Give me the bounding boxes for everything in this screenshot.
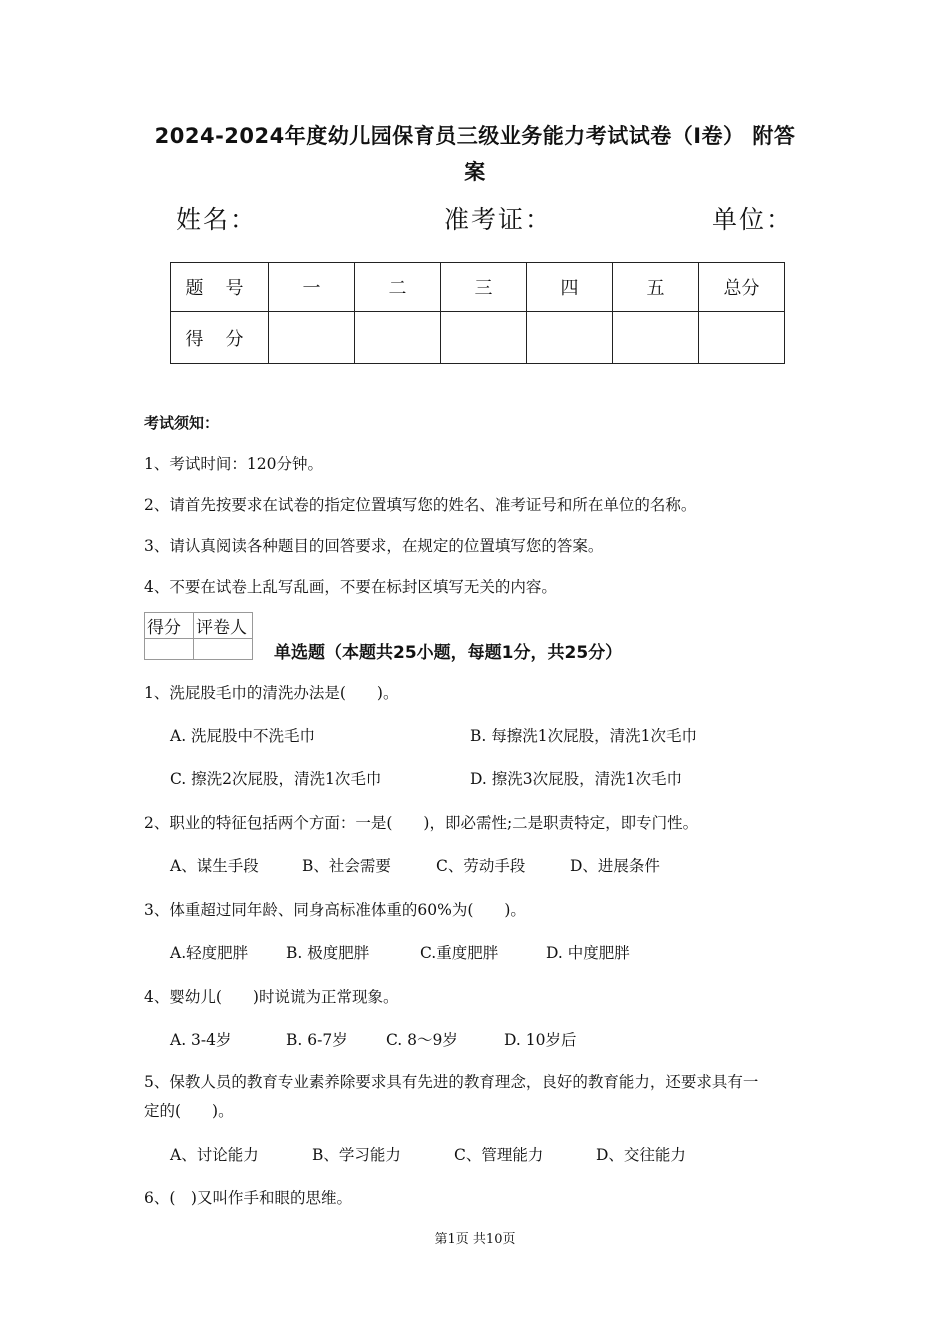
exam-title-line2: 案 <box>464 160 486 184</box>
question-option: A. 3-4岁 <box>170 1031 232 1049</box>
score-table-header-cell: 四 <box>527 263 613 312</box>
question-option: B. 6-7岁 <box>286 1031 348 1049</box>
question-option: A.轻度肥胖 <box>170 944 249 962</box>
score-table <box>170 262 785 364</box>
score-table-header-row <box>171 263 785 312</box>
question-stem: 1、洗屁股毛巾的清洗办法是( )。 <box>144 684 399 702</box>
unit-label: 单位： <box>712 205 794 234</box>
question-stem: 5、保教人员的教育专业素养除要求具有先进的教育理念，良好的教育能力，还要求具有一 <box>144 1073 759 1091</box>
question-stem: 3、体重超过同年龄、同身高标准体重的60%为( )。 <box>144 901 526 919</box>
notice-item: 4、不要在试卷上乱写乱画，不要在标封区填写无关的内容。 <box>144 578 557 596</box>
question-option: A、讨论能力 <box>170 1146 259 1164</box>
question-option: B. 极度肥胖 <box>286 944 370 962</box>
score-cell[interactable] <box>355 312 441 364</box>
score-cell[interactable] <box>613 312 699 364</box>
question-option: C. 8～9岁 <box>386 1031 458 1049</box>
question-option: D. 10岁后 <box>504 1031 577 1049</box>
question-option: C、劳动手段 <box>436 857 526 875</box>
question-option: B、学习能力 <box>312 1146 401 1164</box>
exam-number-label: 准考证： <box>444 205 553 234</box>
question-option: C、管理能力 <box>454 1146 544 1164</box>
notice-item: 2、请首先按要求在试卷的指定位置填写您的姓名、准考证号和所在单位的名称。 <box>144 496 697 514</box>
score-table-header-cell: 二 <box>355 263 441 312</box>
question-option: D. 中度肥胖 <box>546 944 630 962</box>
notice-item: 1、考试时间：120分钟。 <box>144 455 323 473</box>
grader-box <box>144 612 253 660</box>
question-option: A、谋生手段 <box>170 857 259 875</box>
question-option: D、进展条件 <box>570 857 660 875</box>
grader-name-label: 评卷人 <box>194 613 253 639</box>
score-cell[interactable] <box>441 312 527 364</box>
question-stem-continued: 定的( )。 <box>144 1102 234 1120</box>
question-stem: 4、婴幼儿( )时说谎为正常现象。 <box>144 988 399 1006</box>
score-table-header-cell: 一 <box>269 263 355 312</box>
score-table-header-cell: 题号 <box>171 263 269 312</box>
score-cell[interactable] <box>527 312 613 364</box>
section-title: 单选题（本题共25小题，每题1分，共25分） <box>274 643 623 663</box>
score-table-header-cell: 总分 <box>699 263 785 312</box>
question-option: A. 洗屁股中不洗毛巾 <box>170 727 316 745</box>
grader-name-cell[interactable] <box>194 639 253 660</box>
question-option: B、社会需要 <box>302 857 391 875</box>
notice-heading: 考试须知： <box>144 414 220 432</box>
exam-title-line1: 2024-2024年度幼儿园保育员三级业务能力考试试卷（I卷） 附答 <box>154 124 796 148</box>
question-option: D. 擦洗3次屁股，清洗1次毛巾 <box>470 770 682 788</box>
question-stem: 2、职业的特征包括两个方面：一是( )，即必需性;二是职责特定，即专门性。 <box>144 814 699 832</box>
score-cell[interactable] <box>269 312 355 364</box>
score-cell[interactable] <box>699 312 785 364</box>
exam-title <box>120 118 830 190</box>
score-table-header-cell: 五 <box>613 263 699 312</box>
question-option: B. 每擦洗1次屁股，清洗1次毛巾 <box>470 727 697 745</box>
grader-score-cell[interactable] <box>145 639 194 660</box>
notice-item: 3、请认真阅读各种题目的回答要求，在规定的位置填写您的答案。 <box>144 537 604 555</box>
question-option: C.重度肥胖 <box>420 944 499 962</box>
grader-score-label: 得分 <box>145 613 194 639</box>
question-stem: 6、( )又叫作手和眼的思维。 <box>144 1189 352 1207</box>
score-table-header-cell: 三 <box>441 263 527 312</box>
score-row-label: 得分 <box>171 312 269 364</box>
page-footer: 第1页 共10页 <box>434 1232 516 1247</box>
score-table-score-row <box>171 312 785 364</box>
question-option: D、交往能力 <box>596 1146 686 1164</box>
name-label: 姓名： <box>176 205 258 234</box>
question-option: C. 擦洗2次屁股，清洗1次毛巾 <box>170 770 382 788</box>
